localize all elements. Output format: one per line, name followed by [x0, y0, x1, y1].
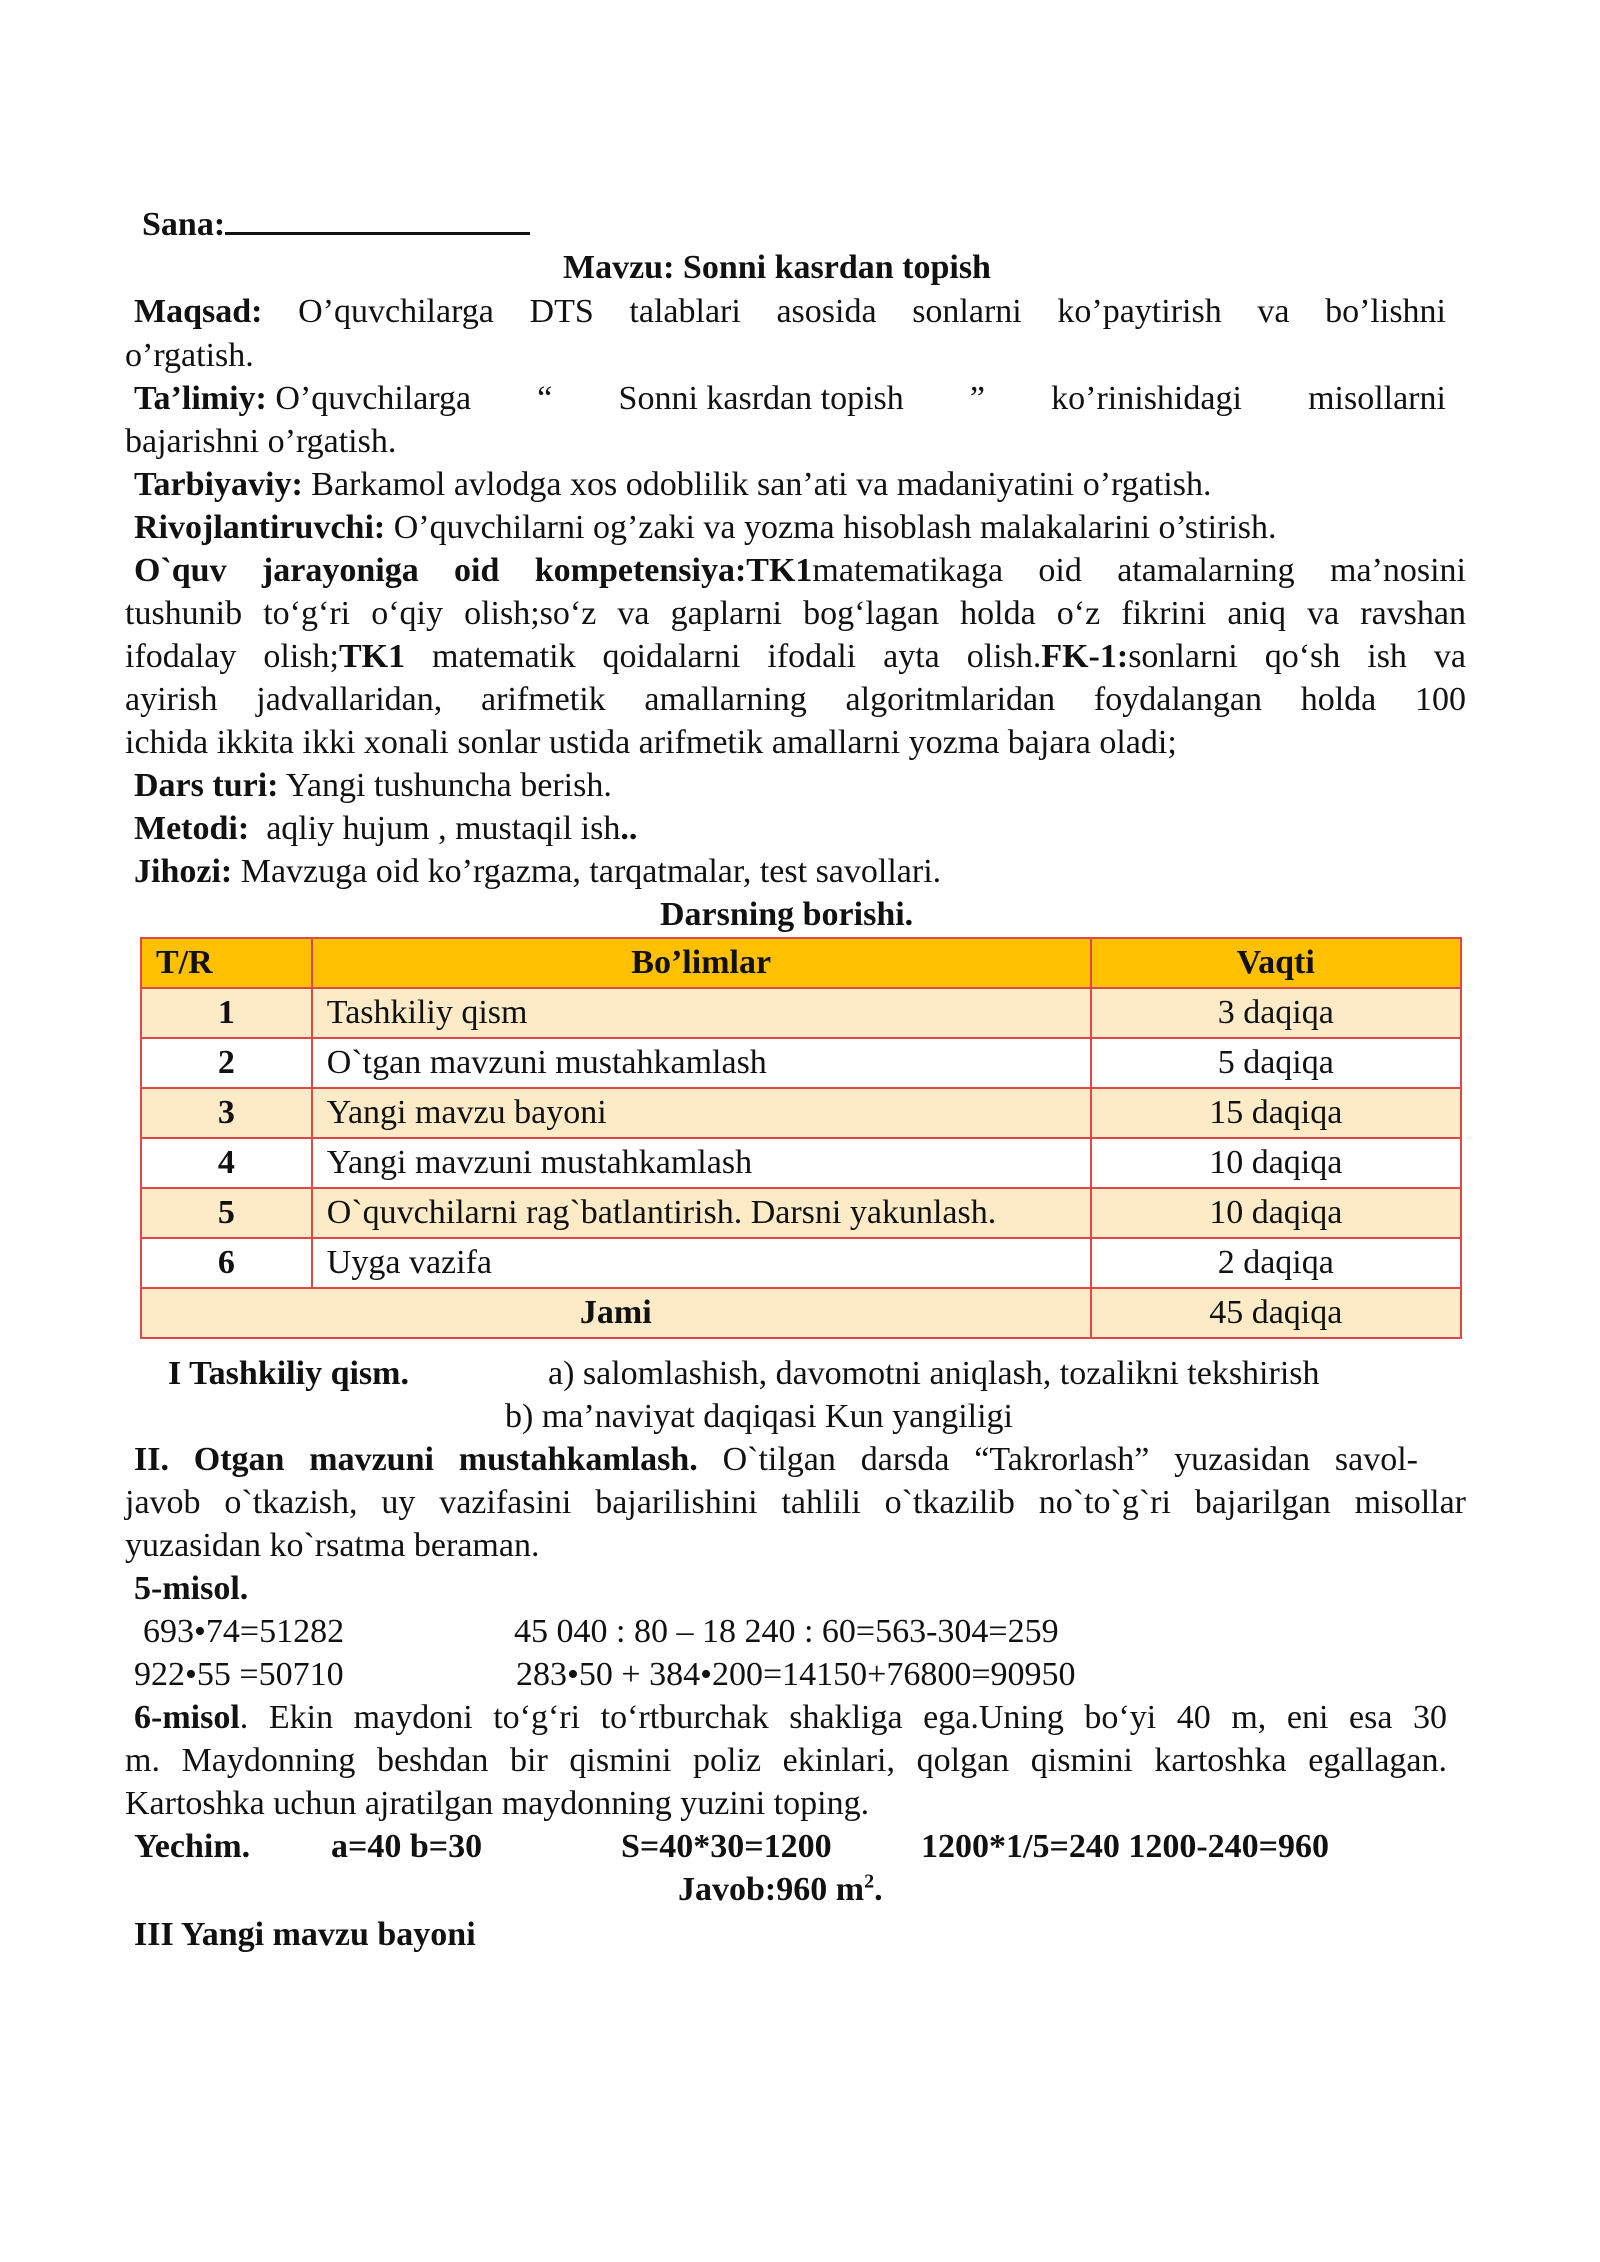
header-tr: T/R: [141, 938, 312, 988]
maqsad-line2: o’rgatish.: [125, 337, 254, 374]
kompetensiya-line5: ichida ikkita ikki xonali sonlar ustida arifmetik amallarni yozma bajara oladi;: [125, 724, 1177, 761]
section2-label: II. Otgan mavzuni mustahkamlash.: [134, 1441, 698, 1478]
table-row: 1 Tashkiliy qism 3 daqiqa: [141, 988, 1461, 1038]
table-row: 3 Yangi mavzu bayoni 15 daqiqa: [141, 1088, 1461, 1138]
kompetensiya-label: O`quv jarayoniga oid kompetensiya:: [134, 552, 747, 589]
table-row: 2 O`tgan mavzuni mustahkamlash 5 daqiqa: [141, 1038, 1461, 1088]
dars-turi-label: Dars turi:: [134, 767, 279, 804]
sana-row: [142, 202, 530, 246]
tarbiyaviy-line: Tarbiyaviy: Barkamol avlodga xos odoblilik san’ati va madaniyatini o’rgatish.: [134, 466, 1212, 503]
maqsad-text: O’quvchilarga DTS talablari asosida sonlarni ko’paytirish va bo’lishni: [298, 293, 1446, 330]
maqsad-line1: [134, 290, 1446, 333]
yechim-javob: Javob:960 $m^2$.: [678, 1870, 883, 1908]
misol5-r2-right: 283•50 + 384•200=14150+76800=90950: [516, 1656, 1076, 1693]
misol5-label: 5-misol.: [134, 1570, 249, 1607]
lesson-schedule-table: [140, 937, 1462, 1339]
total-value: 45 daqiqa: [1091, 1288, 1461, 1338]
misol6-line3: Kartoshka uchun ajratilgan maydonning yuzini toping.: [125, 1785, 870, 1822]
jihozi-label: Jihozi:: [134, 853, 233, 890]
section2-line1: II. Otgan mavzuni mustahkamlash. O`tilgan darsda “Takrorlash” yuzasidan savol-: [134, 1441, 1418, 1478]
rivojlantiruvchi-label: Rivojlantiruvchi:: [134, 509, 386, 546]
table-row: 4 Yangi mavzuni mustahkamlash 10 daqiqa: [141, 1138, 1461, 1188]
yechim-ab: a=40 b=30: [331, 1828, 483, 1865]
tarbiyaviy-label: Tarbiyaviy:: [134, 466, 303, 503]
jihozi-line: Jihozi: Mavzuga oid ko’rgazma, tarqatmalar, test savollari.: [134, 853, 942, 890]
yechim-s: S=40*30=1200: [621, 1828, 832, 1865]
rivojlantiruvchi-line: Rivojlantiruvchi: O’quvchilarni og’zaki va yozma hisoblash malakalarini o’stirish.: [134, 509, 1277, 546]
misol5-r1-left: 693•74=51282: [143, 1613, 345, 1650]
section1-item-b: b) ma’naviyat daqiqasi Kun yangiligi: [505, 1398, 1013, 1435]
kompetensiya-line3: ifodalay olish;TK1 matematik qoidalarni ifodali ayta olish.FK-1:sonlarni qo‘sh ish va: [125, 638, 1467, 675]
maqsad-label: Maqsad:: [134, 293, 263, 330]
table-caption: Darsning borishi.: [660, 896, 914, 933]
total-label: Jami: [141, 1288, 1091, 1338]
yechim-calc: 1200*1/5=240 1200-240=960: [921, 1828, 1330, 1865]
misol5-r1-right: 45 040 : 80 – 18 240 : 60=563-304=259: [514, 1613, 1059, 1650]
misol6-line2: m. Maydonning beshdan bir qismini poliz ekinlari, qolgan qismini kartoshka egallagan.: [125, 1742, 1447, 1779]
table-total-row: [141, 1288, 1461, 1338]
page-title: Mavzu: Sonni kasrdan topish: [563, 249, 991, 286]
talimiy-topic: Sonni kasrdan topish: [618, 380, 904, 417]
kompetensiya-line2: tushunib to‘g‘ri o‘qiy olish;so‘z va gaplarni bog‘lagan holda o‘z fikrini aniq va ravshan: [125, 595, 1466, 632]
sana-label: Sana:: [142, 206, 226, 243]
sana-blank-line: [225, 202, 530, 235]
kompetensiya-line1: O`quv jarayoniga oid kompetensiya:TK1matematikaga oid atamalarning ma’nosini: [134, 552, 1466, 589]
talimiy-line1: Ta’limiy: O’quvchilarga “ Sonni kasrdan topish ” ko’rinishidagi misollarni: [134, 377, 1446, 420]
misol6-line1: 6-misol. Ekin maydoni to‘g‘ri to‘rtburchak shakliga ega.Uning bo‘yi 40 m, eni esa 30: [134, 1699, 1447, 1736]
section2-line2: javob o`tkazish, uy vazifasini bajarilishini tahlili o`tkazilib no`to`g`ri bajarilgan misollar: [125, 1484, 1466, 1521]
header-vaqti: Vaqti: [1091, 938, 1461, 988]
talimiy-label: Ta’limiy:: [134, 380, 267, 417]
metodi-label: Metodi:: [134, 810, 250, 847]
section1-item-a: a) salomlashish, davomotni aniqlash, tozalikni tekshirish: [548, 1355, 1320, 1392]
table-row: 6 Uyga vazifa 2 daqiqa: [141, 1238, 1461, 1288]
misol6-label: 6-misol: [134, 1699, 240, 1736]
header-bolimlar: Bo’limlar: [312, 938, 1091, 988]
kompetensiya-line4: ayirish jadvallaridan, arifmetik amallarning algoritmlaridan foydalangan holda 100: [125, 681, 1466, 718]
section2-line3: yuzasidan ko`rsatma beraman.: [125, 1527, 540, 1564]
talimiy-line2: bajarishni o’rgatish.: [125, 423, 397, 460]
section3-label: III Yangi mavzu bayoni: [134, 1916, 476, 1953]
table-row: 5 O`quvchilarni rag`batlantirish. Darsni yakunlash. 10 daqiqa: [141, 1188, 1461, 1238]
misol5-r2-left: 922•55 =50710: [134, 1656, 344, 1693]
metodi-line: Metodi: aqliy hujum , mustaqil ish..: [134, 810, 638, 847]
table-header-row: [141, 938, 1461, 988]
section1-label: I Tashkiliy qism.: [168, 1355, 409, 1392]
dars-turi-line: Dars turi: Yangi tushuncha berish.: [134, 767, 612, 804]
yechim-label: Yechim.: [134, 1828, 251, 1865]
